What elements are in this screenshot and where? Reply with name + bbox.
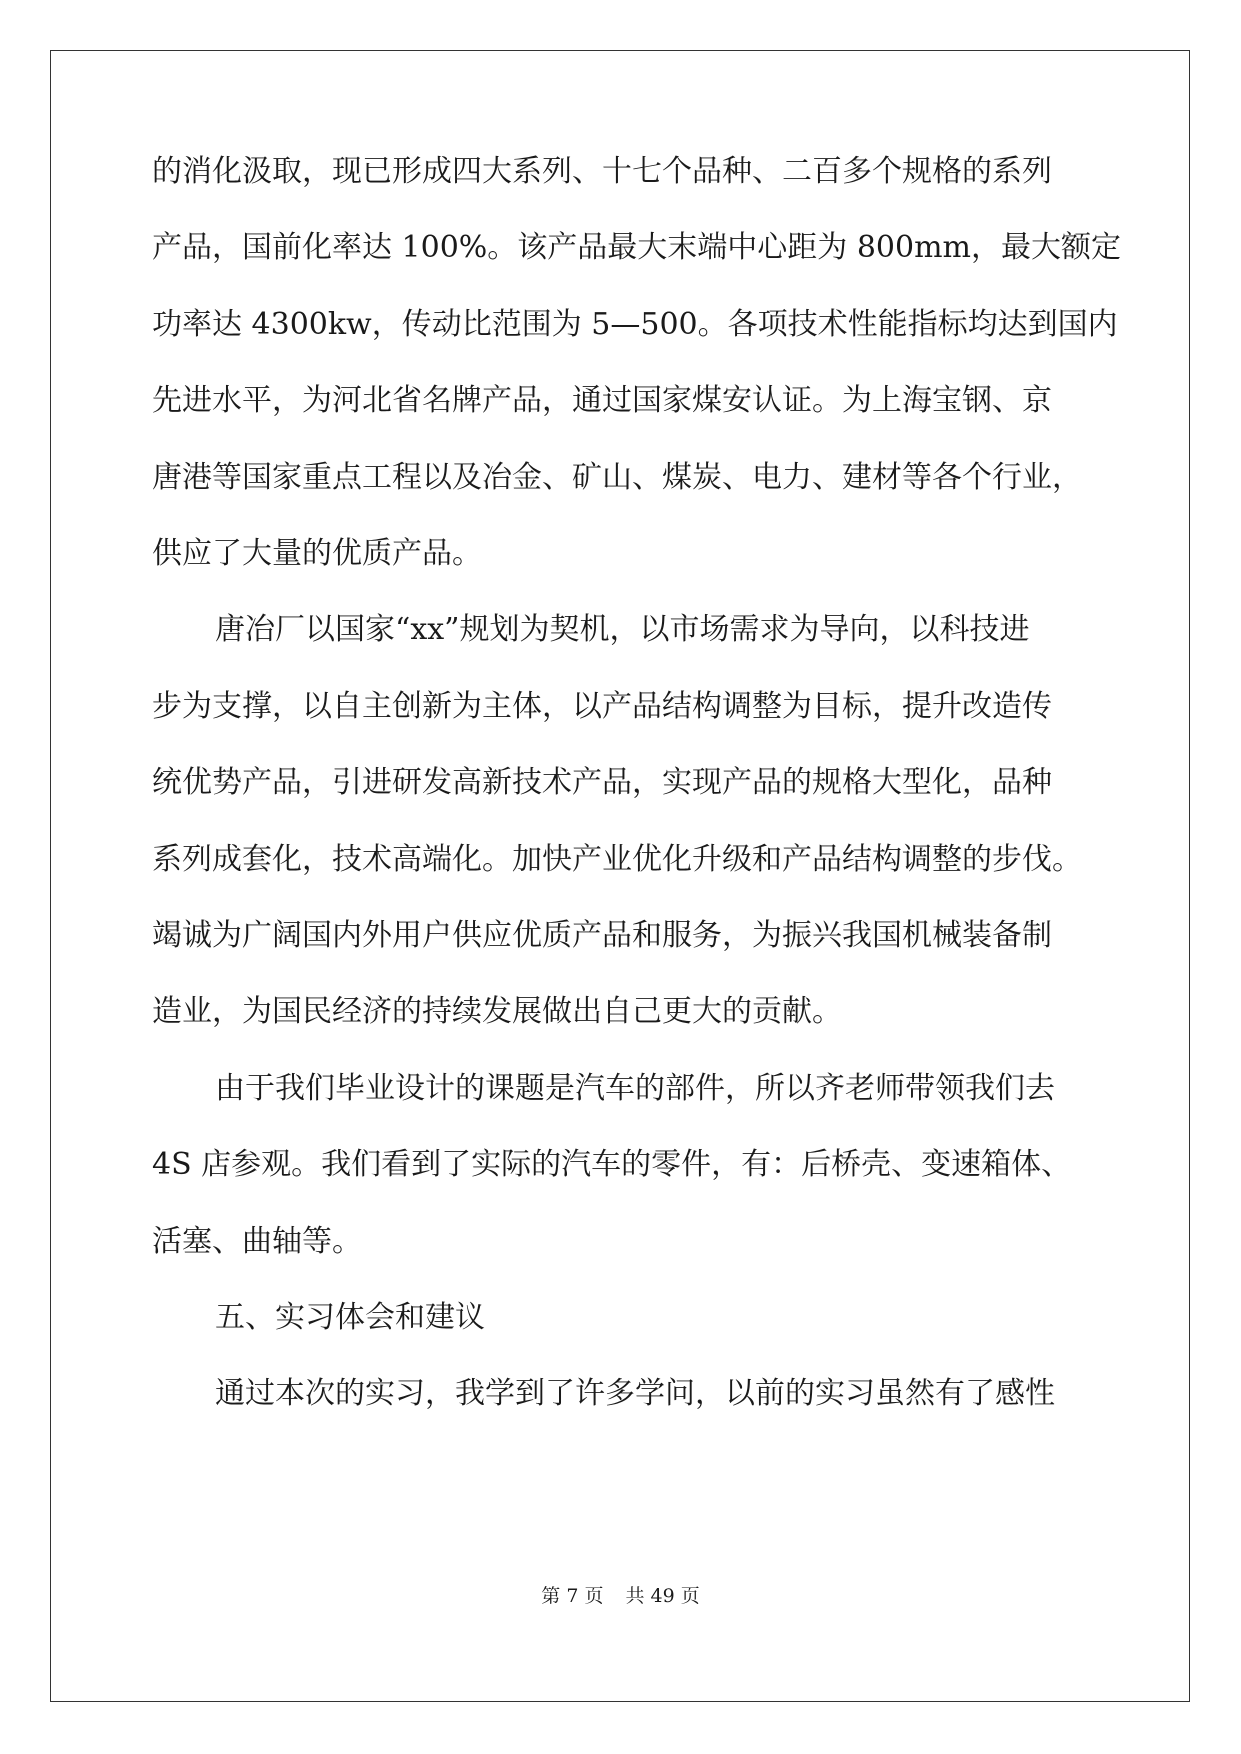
text-line: 步为支撑，以自主创新为主体，以产品结构调整为目标，提升改造传 [152,689,1052,724]
text-line: 活塞、曲轴等。 [152,1224,362,1259]
text-line: 唐冶厂以国家“xx”规划为契机，以市场需求为导向，以科技进 [215,612,1030,647]
page-total: 共 49 页 [625,1585,700,1607]
text-line: 先进水平，为河北省名牌产品，通过国家煤安认证。为上海宝钢、京 [152,383,1052,418]
text-line: 通过本次的实习，我学到了许多学问，以前的实习虽然有了感性 [215,1376,1055,1411]
text-line: 系列成套化，技术高端化。加快产业优化升级和产品结构调整的步伐。 [152,842,1082,877]
text-line: 由于我们毕业设计的课题是汽车的部件，所以齐老师带领我们去 [215,1071,1055,1106]
text-line: 竭诚为广阔国内外用户供应优质产品和服务，为振兴我国机械装备制 [152,918,1052,953]
section-heading: 五、实习体会和建议 [215,1300,485,1335]
text-line: 功率达 4300kw，传动比范围为 5—500。各项技术性能指标均达到国内 [152,307,1118,342]
text-line: 唐港等国家重点工程以及冶金、矿山、煤炭、电力、建材等各个行业， [152,460,1082,495]
text-line: 的消化汲取，现已形成四大系列、十七个品种、二百多个规格的系列 [152,154,1052,189]
page-footer [0,1584,1241,1608]
text-line: 供应了大量的优质产品。 [152,536,482,571]
text-line: 造业，为国民经济的持续发展做出自己更大的贡献。 [152,994,842,1029]
text-line: 4S 店参观。我们看到了实际的汽车的零件，有：后桥壳、变速箱体、 [152,1147,1072,1182]
text-line: 产品，国前化率达 100%。该产品最大末端中心距为 800mm，最大额定 [152,230,1121,265]
text-line: 统优势产品，引进研发高新技术产品，实现产品的规格大型化，品种 [152,765,1052,800]
page-number: 第 7 页 [541,1585,604,1607]
